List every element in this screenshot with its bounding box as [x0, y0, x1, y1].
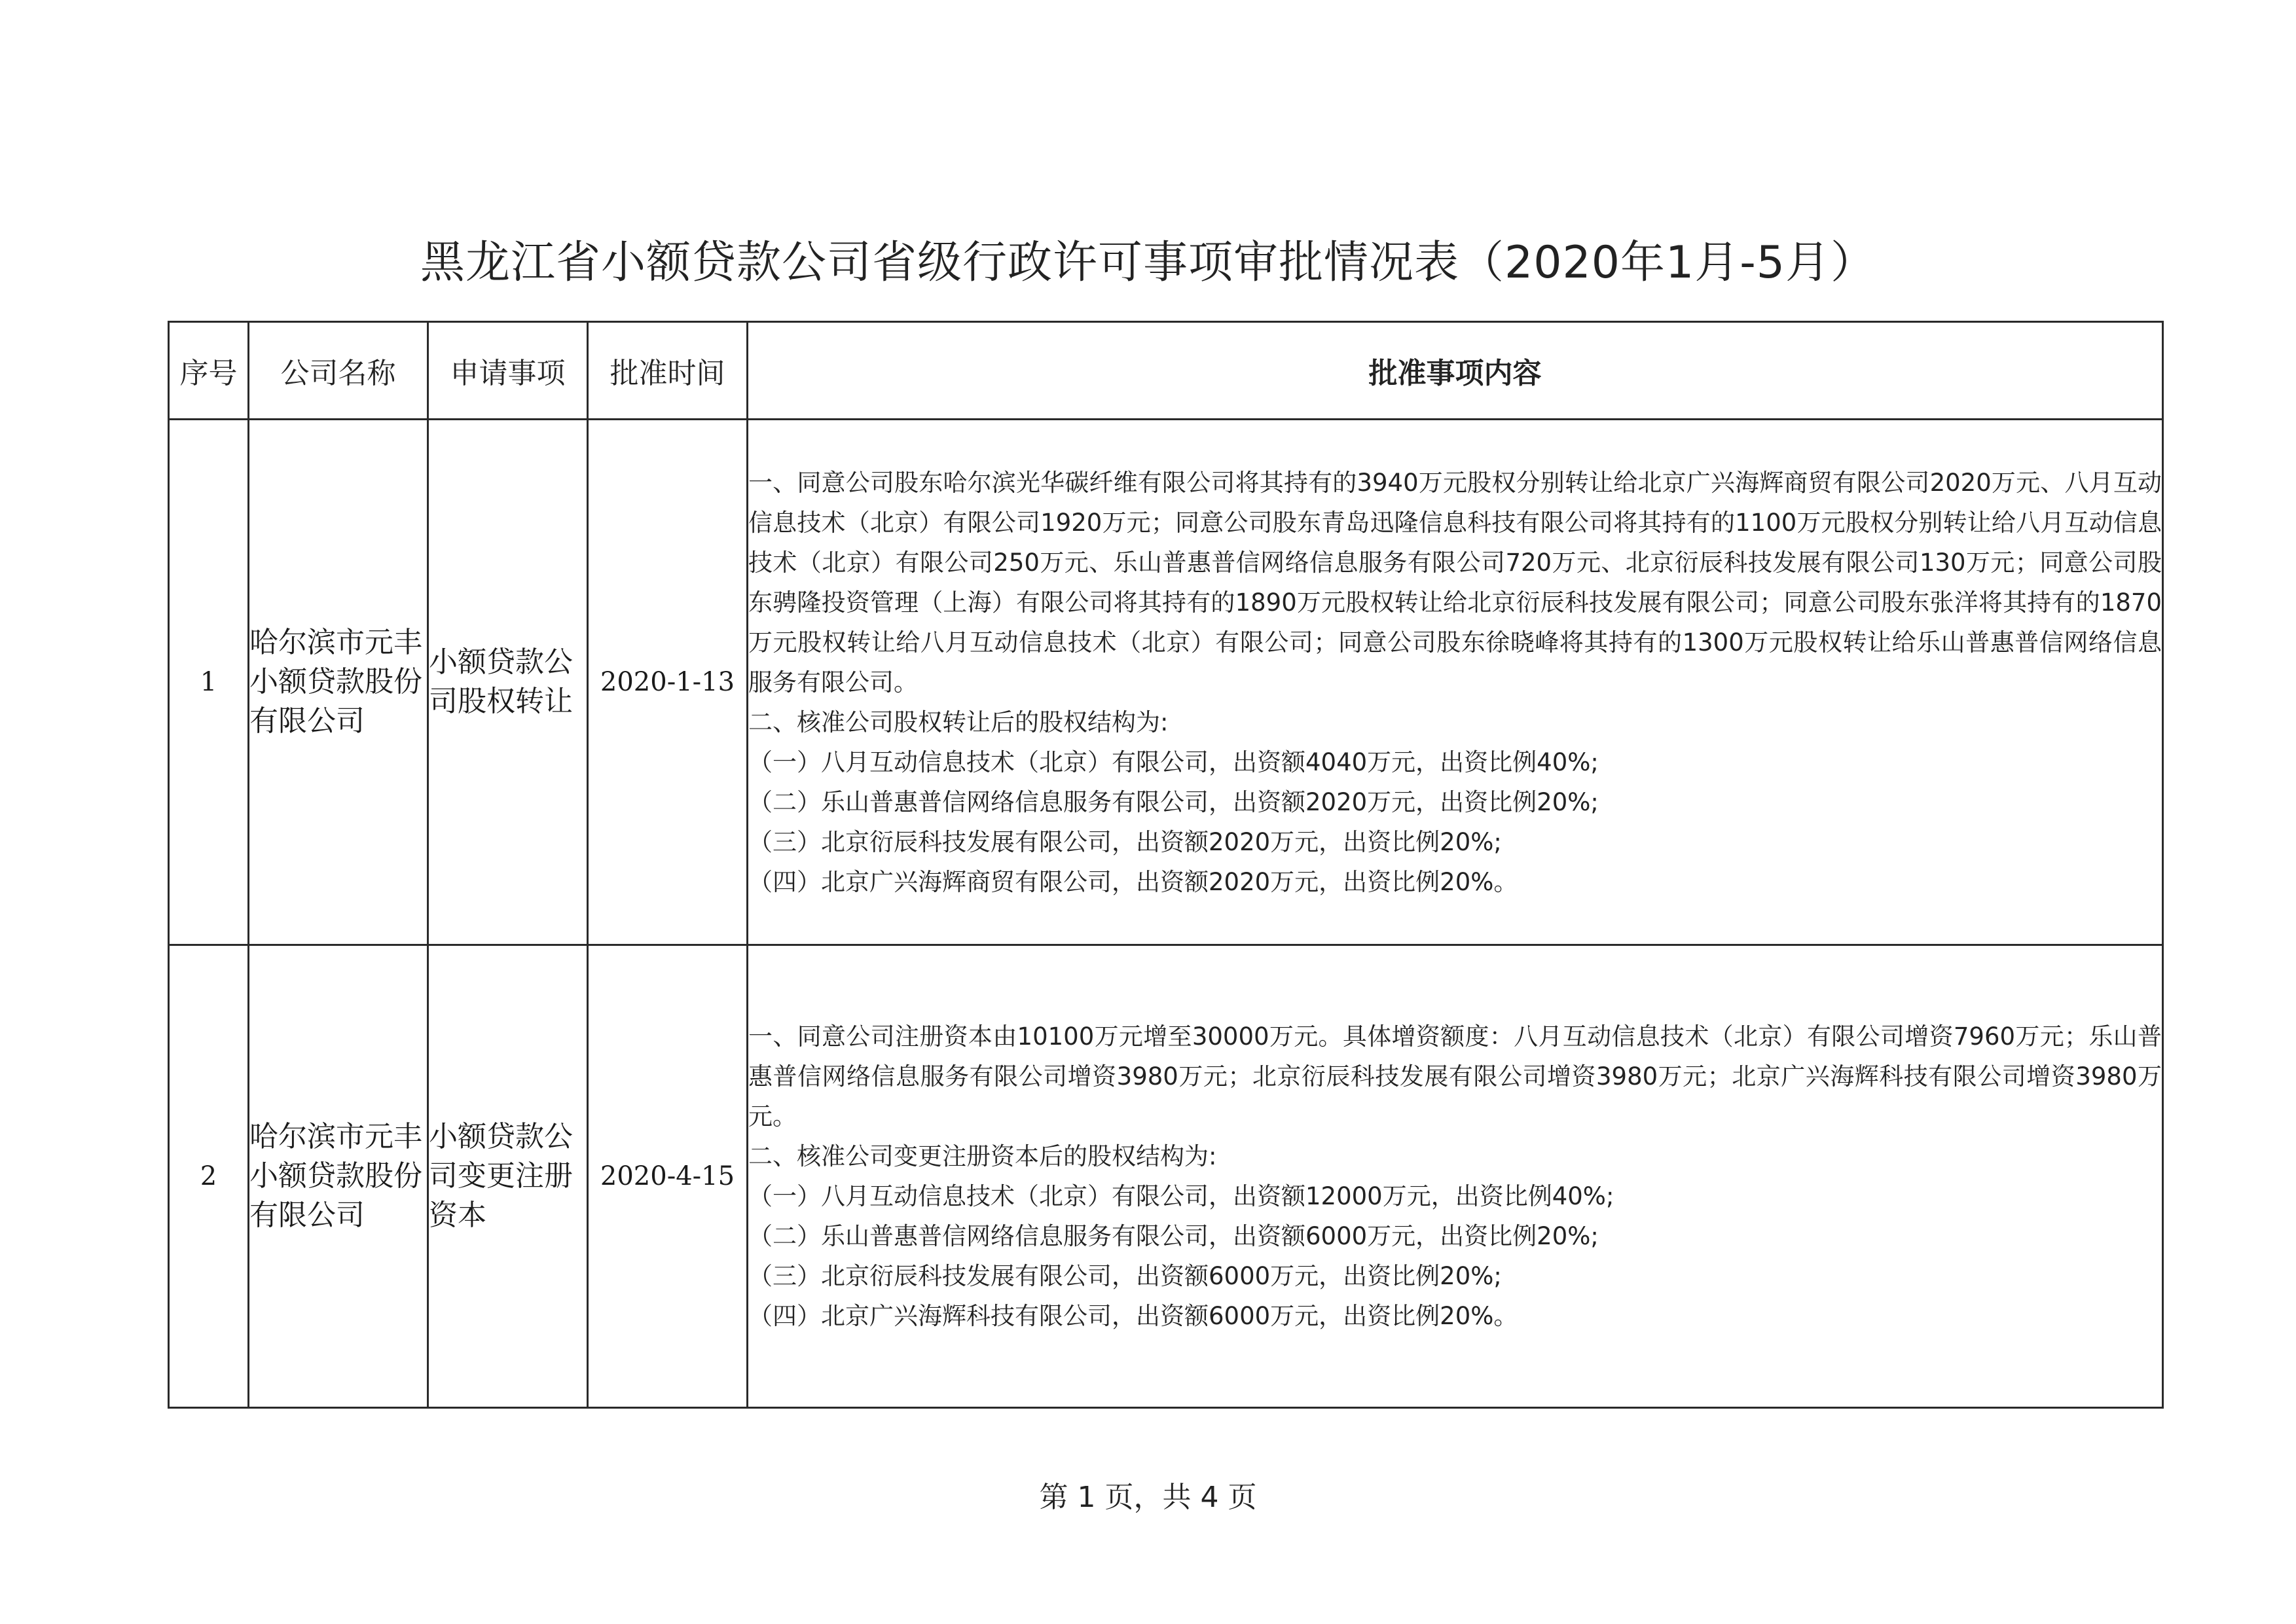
table-row — [169, 420, 2163, 945]
content-paragraph: （一）八月互动信息技术（北京）有限公司，出资额12000万元，出资比例40%; — [748, 1182, 1614, 1210]
row-seq: 1 — [169, 420, 249, 945]
content-paragraph: 二、核准公司股权转让后的股权结构为: — [748, 708, 1169, 736]
header-item: 申请事项 — [428, 322, 588, 420]
content-paragraph: （四）北京广兴海辉科技有限公司，出资额6000万元，出资比例20%。 — [748, 1302, 1518, 1330]
row-date: 2020-1-13 — [588, 420, 748, 945]
row-content — [748, 420, 2163, 945]
header-date: 批准时间 — [588, 322, 748, 420]
table-row — [169, 945, 2163, 1408]
row-date: 2020-4-15 — [588, 945, 748, 1408]
row-item: 小额贷款公司股权转让 — [428, 420, 588, 945]
content-paragraph: （三）北京衍辰科技发展有限公司，出资额2020万元，出资比例20%; — [748, 827, 1502, 856]
row-company: 哈尔滨市元丰小额贷款股份有限公司 — [249, 420, 428, 945]
page-title: 黑龙江省小额贷款公司省级行政许可事项审批情况表（2020年1月-5月） — [420, 237, 1876, 289]
content-paragraph: （二）乐山普惠普信网络信息服务有限公司，出资额6000万元，出资比例20%; — [748, 1222, 1599, 1250]
row-seq: 2 — [169, 945, 249, 1408]
content-paragraph: 一、同意公司股东哈尔滨光华碳纤维有限公司将其持有的3940万元股权分别转让给北京广兴海辉商贸有限公司2020万元、八月互动信息技术（北京）有限公司1920万元；同意公司股东青岛迅隆信息科技有限公司将其持有的1100万元股权分别转让给八月互动信息技术（北京）有限公司250万元、乐山普惠普信网络信息服务有限公司720万元、北京衍辰科技发展有限公司130万元；同意公司股东骋隆投资管理（上海）有限公司将其持有的1890万元股权转让给北京衍辰科技发展有限公司；同意公司股东张洋将其持有的1870万元股权转让给八月互动信息技术（北京）有限公司；同意公司股东徐晓峰将其持有的1300万元股权转让给乐山普惠普信网络信息服务有限公司。 — [748, 468, 2162, 696]
row-item: 小额贷款公司变更注册资本 — [428, 945, 588, 1408]
content-paragraph: （三）北京衍辰科技发展有限公司，出资额6000万元，出资比例20%; — [748, 1262, 1502, 1290]
row-company: 哈尔滨市元丰小额贷款股份有限公司 — [249, 945, 428, 1408]
header-company: 公司名称 — [249, 322, 428, 420]
page-footer: 第 1 页，共 4 页 — [1039, 1481, 1257, 1514]
table-header-row — [169, 322, 2163, 420]
content-paragraph: 二、核准公司变更注册资本后的股权结构为: — [748, 1142, 1217, 1170]
header-content: 批准事项内容 — [748, 322, 2163, 420]
header-seq: 序号 — [169, 322, 249, 420]
content-paragraph: 一、同意公司注册资本由10100万元增至30000万元。具体增资额度：八月互动信息技术（北京）有限公司增资7960万元；乐山普惠普信网络信息服务有限公司增资3980万元；北京衍辰科技发展有限公司增资3980万元；北京广兴海辉科技有限公司增资3980万元。 — [748, 1022, 2162, 1130]
approval-table — [168, 321, 2164, 1409]
row-content — [748, 945, 2163, 1408]
content-paragraph: （二）乐山普惠普信网络信息服务有限公司，出资额2020万元，出资比例20%; — [748, 787, 1599, 816]
content-paragraph: （四）北京广兴海辉商贸有限公司，出资额2020万元，出资比例20%。 — [748, 867, 1518, 896]
content-paragraph: （一）八月互动信息技术（北京）有限公司，出资额4040万元，出资比例40%; — [748, 748, 1599, 776]
